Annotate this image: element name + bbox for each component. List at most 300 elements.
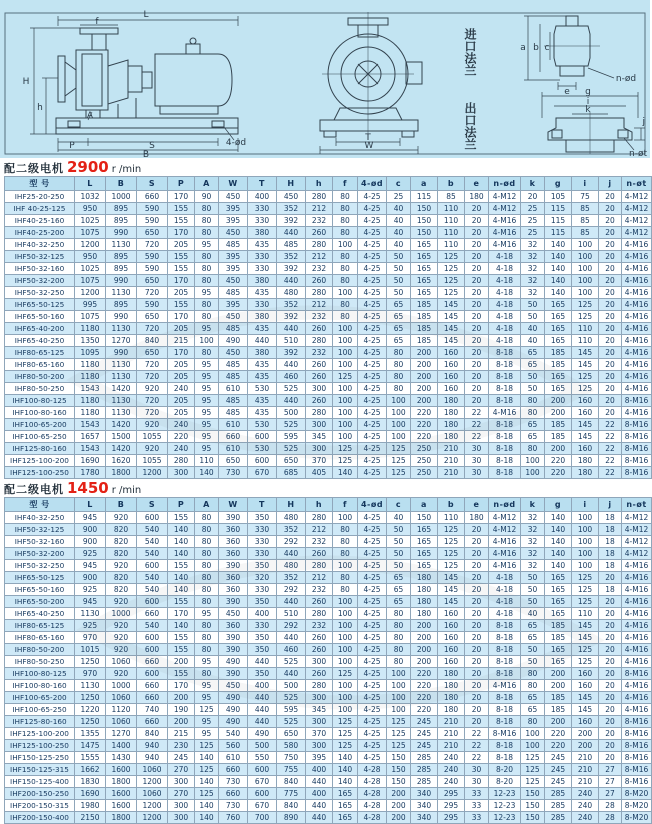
value-cell: 485	[219, 359, 248, 371]
value-cell: 180	[411, 608, 438, 620]
value-cell: 840	[277, 776, 306, 788]
value-cell: 80	[195, 524, 219, 536]
value-cell: 4-M16	[622, 692, 652, 704]
value-cell: 525	[277, 443, 306, 455]
column-header: T	[248, 177, 277, 191]
value-cell: 350	[248, 596, 277, 608]
dim-label-W: W	[364, 141, 374, 151]
value-cell: 145	[572, 359, 599, 371]
model-cell: IHF65-40-250	[5, 608, 75, 620]
value-cell: 590	[137, 215, 168, 227]
value-cell: 4-25	[358, 584, 387, 596]
value-cell: 610	[219, 443, 248, 455]
model-cell: IHF65-40-200	[5, 323, 75, 335]
value-cell: 80	[195, 548, 219, 560]
section-1450-header	[0, 479, 650, 497]
value-cell: 8-M20	[622, 788, 652, 800]
value-cell: 140	[333, 764, 358, 776]
value-cell: 8-18	[489, 371, 521, 383]
value-cell: 27	[599, 776, 622, 788]
value-cell: 1662	[75, 764, 106, 776]
value-cell: 280	[306, 680, 333, 692]
value-cell: 200	[545, 395, 572, 407]
value-cell: 20	[465, 584, 489, 596]
value-cell: 125	[572, 371, 599, 383]
model-cell: IHF150-125-250	[5, 752, 75, 764]
table-row	[5, 644, 652, 656]
value-cell: 1420	[106, 443, 137, 455]
value-cell: 950	[75, 251, 106, 263]
value-cell: 840	[137, 728, 168, 740]
dim-label-a: a	[520, 43, 526, 53]
value-cell: 25	[387, 191, 411, 203]
value-cell: 600	[248, 455, 277, 467]
value-cell: 350	[248, 632, 277, 644]
value-cell: 4-25	[358, 335, 387, 347]
value-cell: 580	[277, 740, 306, 752]
value-cell: 4-M16	[622, 335, 652, 347]
value-cell: 260	[306, 323, 333, 335]
column-header: A	[195, 498, 219, 512]
value-cell: 20	[465, 215, 489, 227]
value-cell: 460	[277, 371, 306, 383]
value-cell: 490	[219, 716, 248, 728]
value-cell: 760	[219, 812, 248, 824]
value-cell: 450	[219, 347, 248, 359]
value-cell: 4-M16	[622, 299, 652, 311]
value-cell: 4-25	[358, 536, 387, 548]
value-cell: 1025	[75, 263, 106, 275]
dim-label-j: j	[642, 117, 645, 127]
value-cell: 945	[75, 512, 106, 524]
value-cell: 4-M16	[622, 584, 652, 596]
value-cell: 18	[599, 524, 622, 536]
value-cell: 840	[277, 800, 306, 812]
value-cell: 160	[438, 371, 465, 383]
value-cell: 920	[106, 632, 137, 644]
model-cell: IHF40-32-250	[5, 239, 75, 251]
value-cell: 240	[168, 383, 195, 395]
value-cell: 295	[438, 800, 465, 812]
value-cell: 360	[219, 584, 248, 596]
value-cell: 20	[465, 692, 489, 704]
value-cell: 4-25	[358, 716, 387, 728]
value-cell: 80	[195, 347, 219, 359]
value-cell: 330	[248, 251, 277, 263]
value-cell: 205	[168, 395, 195, 407]
value-cell: 165	[411, 548, 438, 560]
column-header: c	[387, 498, 411, 512]
dim-label-g: g	[585, 87, 591, 97]
value-cell: 4-18	[489, 572, 521, 584]
value-cell: 80	[387, 371, 411, 383]
inlet-flange-title: 进口法兰	[463, 28, 477, 76]
value-cell: 20	[599, 407, 622, 419]
value-cell: 920	[106, 644, 137, 656]
value-cell: 165	[545, 323, 572, 335]
value-cell: 100	[521, 728, 545, 740]
value-cell: 610	[219, 383, 248, 395]
value-cell: 100	[572, 251, 599, 263]
value-cell: 220	[545, 467, 572, 479]
value-cell: 165	[545, 644, 572, 656]
value-cell: 220	[411, 407, 438, 419]
table-row	[5, 752, 652, 764]
value-cell: 300	[306, 383, 333, 395]
table-row	[5, 596, 652, 608]
value-cell: 600	[137, 668, 168, 680]
value-cell: 4-M12	[489, 512, 521, 524]
model-cell: IHF65-50-160	[5, 584, 75, 596]
value-cell: 560	[219, 740, 248, 752]
value-cell: 530	[248, 383, 277, 395]
value-cell: 50	[387, 536, 411, 548]
value-cell: 165	[545, 383, 572, 395]
value-cell: 4-M12	[622, 512, 652, 524]
value-cell: 4-M16	[622, 359, 652, 371]
value-cell: 165	[333, 788, 358, 800]
dimension-table-1450	[4, 497, 652, 824]
value-cell: 140	[168, 584, 195, 596]
value-cell: 260	[306, 371, 333, 383]
value-cell: 920	[137, 443, 168, 455]
value-cell: 1200	[75, 239, 106, 251]
value-cell: 280	[306, 191, 333, 203]
value-cell: 150	[387, 776, 411, 788]
value-cell: 65	[387, 596, 411, 608]
value-cell: 1600	[106, 800, 137, 812]
model-cell: IHF200-150-250	[5, 788, 75, 800]
value-cell: 80	[521, 407, 545, 419]
value-cell: 1130	[106, 371, 137, 383]
value-cell: 20	[465, 572, 489, 584]
value-cell: 4-M16	[489, 536, 521, 548]
value-cell: 670	[248, 776, 277, 788]
model-cell: IHF100-65-250	[5, 431, 75, 443]
value-cell: 125	[333, 728, 358, 740]
value-cell: 4-M16	[622, 311, 652, 323]
model-cell: IHF65-50-125	[5, 572, 75, 584]
value-cell: 1130	[106, 395, 137, 407]
table-row	[5, 407, 652, 419]
value-cell: 750	[277, 752, 306, 764]
value-cell: 4-18	[489, 608, 521, 620]
value-cell: 4-25	[358, 656, 387, 668]
value-cell: 300	[306, 419, 333, 431]
value-cell: 95	[195, 239, 219, 251]
value-cell: 380	[248, 275, 277, 287]
value-cell: 80	[195, 644, 219, 656]
value-cell: 28	[599, 800, 622, 812]
value-cell: 4-M16	[622, 347, 652, 359]
value-cell: 480	[277, 512, 306, 524]
column-header: H	[277, 177, 306, 191]
table-row	[5, 812, 652, 824]
value-cell: 490	[248, 728, 277, 740]
value-cell: 1180	[75, 371, 106, 383]
value-cell: 440	[277, 227, 306, 239]
value-cell: 155	[168, 263, 195, 275]
value-cell: 140	[545, 512, 572, 524]
value-cell: 80	[195, 668, 219, 680]
value-cell: 820	[106, 572, 137, 584]
column-header: n-øt	[622, 177, 652, 191]
column-header: 4-ød	[358, 498, 387, 512]
value-cell: 4-25	[358, 443, 387, 455]
value-cell: 280	[306, 512, 333, 524]
value-cell: 20	[599, 359, 622, 371]
value-cell: 260	[306, 548, 333, 560]
value-cell: 80	[387, 347, 411, 359]
value-cell: 20	[599, 728, 622, 740]
value-cell: 4-25	[358, 419, 387, 431]
value-cell: 755	[277, 764, 306, 776]
value-cell: 920	[106, 512, 137, 524]
value-cell: 22	[599, 443, 622, 455]
value-cell: 125	[195, 764, 219, 776]
value-cell: 300	[306, 656, 333, 668]
outlet-dimension-lines	[542, 92, 645, 150]
value-cell: 80	[333, 572, 358, 584]
value-cell: 205	[168, 239, 195, 251]
value-cell: 440	[277, 668, 306, 680]
value-cell: 140	[333, 752, 358, 764]
dim-label-P: P	[69, 141, 75, 151]
value-cell: 485	[219, 395, 248, 407]
value-cell: 165	[545, 311, 572, 323]
value-cell: 390	[219, 644, 248, 656]
value-cell: 240	[572, 788, 599, 800]
value-cell: 140	[545, 524, 572, 536]
value-cell: 1055	[137, 431, 168, 443]
value-cell: 4-M16	[489, 239, 521, 251]
value-cell: 65	[521, 431, 545, 443]
column-header: e	[465, 498, 489, 512]
value-cell: 80	[333, 275, 358, 287]
value-cell: 125	[387, 443, 411, 455]
value-cell: 670	[248, 800, 277, 812]
value-cell: 110	[438, 239, 465, 251]
value-cell: 20	[599, 263, 622, 275]
value-cell: 100	[333, 323, 358, 335]
model-cell: IHF100-65-250	[5, 704, 75, 716]
value-cell: 155	[168, 596, 195, 608]
value-cell: 100	[333, 560, 358, 572]
value-cell: 510	[277, 608, 306, 620]
value-cell: 4-25	[358, 431, 387, 443]
value-cell: 200	[572, 728, 599, 740]
value-cell: 440	[277, 548, 306, 560]
value-cell: 4-M12	[622, 215, 652, 227]
value-cell: 40	[387, 512, 411, 524]
value-cell: 100	[333, 287, 358, 299]
value-cell: 4-25	[358, 275, 387, 287]
value-cell: 285	[545, 800, 572, 812]
value-cell: 232	[306, 620, 333, 632]
model-cell: IHF50-32-125	[5, 251, 75, 263]
value-cell: 145	[572, 419, 599, 431]
value-cell: 8-M16	[622, 740, 652, 752]
value-cell: 590	[137, 263, 168, 275]
value-cell: 50	[521, 371, 545, 383]
value-cell: 8-M16	[622, 716, 652, 728]
value-cell: 50	[521, 572, 545, 584]
value-cell: 200	[411, 359, 438, 371]
column-header: h	[306, 498, 333, 512]
value-cell: 392	[277, 215, 306, 227]
value-cell: 20	[599, 572, 622, 584]
value-cell: 100	[572, 512, 599, 524]
value-cell: 950	[75, 203, 106, 215]
value-cell: 340	[411, 812, 438, 824]
value-cell: 140	[545, 548, 572, 560]
value-cell: 8-18	[489, 431, 521, 443]
value-cell: 1780	[75, 467, 106, 479]
value-cell: 1075	[75, 227, 106, 239]
model-cell: IHF65-40-250	[5, 335, 75, 347]
value-cell: 80	[333, 536, 358, 548]
table-row	[5, 524, 652, 536]
value-cell: 160	[438, 347, 465, 359]
value-cell: 720	[137, 287, 168, 299]
model-cell: IHF100-80-160	[5, 407, 75, 419]
value-cell: 200	[411, 395, 438, 407]
table-row	[5, 239, 652, 251]
value-cell: 80	[195, 227, 219, 239]
value-cell: 450	[219, 311, 248, 323]
value-cell: 80	[195, 275, 219, 287]
table-row	[5, 584, 652, 596]
value-cell: 720	[137, 371, 168, 383]
value-cell: 8-M16	[622, 728, 652, 740]
value-cell: 165	[333, 800, 358, 812]
value-cell: 4-25	[358, 359, 387, 371]
value-cell: 1130	[106, 359, 137, 371]
value-cell: 80	[333, 263, 358, 275]
value-cell: 4-M16	[622, 239, 652, 251]
value-cell: 185	[545, 347, 572, 359]
value-cell: 4-25	[358, 560, 387, 572]
value-cell: 125	[572, 572, 599, 584]
value-cell: 440	[306, 812, 333, 824]
value-cell: 140	[168, 548, 195, 560]
value-cell: 380	[248, 347, 277, 359]
value-cell: 180	[438, 431, 465, 443]
value-cell: 150	[411, 512, 438, 524]
value-cell: 145	[438, 572, 465, 584]
value-cell: 1400	[106, 740, 137, 752]
value-cell: 20	[465, 704, 489, 716]
value-cell: 20	[599, 287, 622, 299]
table-row	[5, 608, 652, 620]
table-row	[5, 716, 652, 728]
value-cell: 100	[333, 347, 358, 359]
model-cell: IHF125-80-160	[5, 443, 75, 455]
value-cell: 80	[333, 227, 358, 239]
value-cell: 730	[219, 467, 248, 479]
value-cell: 260	[306, 275, 333, 287]
value-cell: 32	[521, 251, 545, 263]
value-cell: 440	[277, 632, 306, 644]
value-cell: 895	[106, 263, 137, 275]
value-cell: 1000	[106, 608, 137, 620]
value-cell: 4-18	[489, 263, 521, 275]
value-cell: 95	[195, 692, 219, 704]
value-cell: 485	[219, 371, 248, 383]
model-cell: IHF25-20-250	[5, 191, 75, 203]
value-cell: 140	[168, 620, 195, 632]
value-cell: 270	[168, 788, 195, 800]
value-cell: 220	[411, 419, 438, 431]
value-cell: 212	[306, 203, 333, 215]
value-cell: 100	[387, 668, 411, 680]
value-cell: 4-25	[358, 251, 387, 263]
value-cell: 775	[277, 788, 306, 800]
model-cell: IHF40-25-160	[5, 215, 75, 227]
value-cell: 8-20	[489, 764, 521, 776]
value-cell: 155	[168, 251, 195, 263]
value-cell: 20	[465, 335, 489, 347]
value-cell: 945	[75, 560, 106, 572]
value-cell: 20	[465, 560, 489, 572]
column-header: 型 号	[5, 498, 75, 512]
value-cell: 80	[195, 596, 219, 608]
value-cell: 20	[465, 716, 489, 728]
value-cell: 210	[438, 443, 465, 455]
value-cell: 125	[521, 764, 545, 776]
value-cell: 1543	[75, 383, 106, 395]
value-cell: 150	[521, 800, 545, 812]
value-cell: 8-18	[489, 692, 521, 704]
value-cell: 650	[137, 347, 168, 359]
value-cell: 115	[545, 227, 572, 239]
value-cell: 485	[219, 323, 248, 335]
value-cell: 200	[387, 788, 411, 800]
value-cell: 80	[333, 584, 358, 596]
value-cell: 650	[277, 455, 306, 467]
value-cell: 160	[572, 680, 599, 692]
value-cell: 435	[248, 287, 277, 299]
value-cell: 4-M16	[622, 287, 652, 299]
table-row	[5, 275, 652, 287]
model-cell: IHF80-50-200	[5, 644, 75, 656]
value-cell: 4-25	[358, 455, 387, 467]
value-cell: 20	[465, 359, 489, 371]
value-cell: 33	[465, 800, 489, 812]
value-cell: 440	[248, 656, 277, 668]
value-cell: 485	[219, 239, 248, 251]
value-cell: 8-18	[489, 455, 521, 467]
value-cell: 20	[465, 299, 489, 311]
table-row	[5, 560, 652, 572]
value-cell: 160	[572, 407, 599, 419]
rpm-value: 1450	[67, 479, 109, 497]
value-cell: 660	[137, 692, 168, 704]
value-cell: 110	[572, 335, 599, 347]
value-cell: 1120	[106, 704, 137, 716]
value-cell: 200	[168, 656, 195, 668]
value-cell: 95	[195, 728, 219, 740]
rpm-unit: r /min	[111, 485, 142, 496]
value-cell: 200	[411, 347, 438, 359]
value-cell: 4-18	[489, 335, 521, 347]
value-cell: 245	[411, 740, 438, 752]
model-cell: IHF65-50-160	[5, 311, 75, 323]
value-cell: 65	[387, 299, 411, 311]
value-cell: 110	[438, 203, 465, 215]
value-cell: 392	[277, 347, 306, 359]
value-cell: 4-18	[489, 275, 521, 287]
